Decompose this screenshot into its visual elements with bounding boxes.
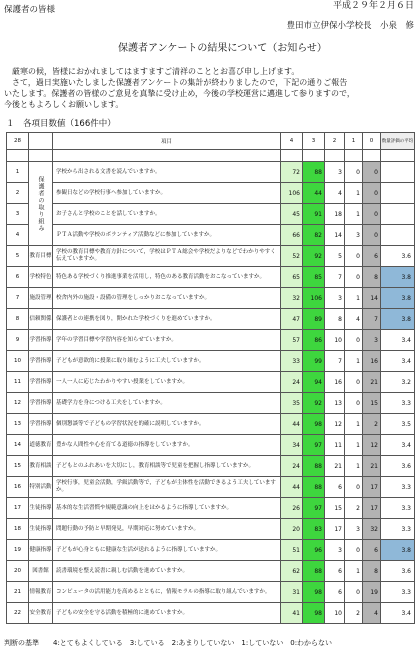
count-3: 96 <box>303 540 325 561</box>
count-2: 3 <box>325 162 345 183</box>
count-0: 15 <box>363 393 381 414</box>
count-1: 2 <box>345 498 363 519</box>
item-text: 特色ある学校づくり推進事業を活用し，特色のある教育活動をおこなっていますか。 <box>53 267 281 288</box>
count-3: 92 <box>303 246 325 267</box>
category-label: 学習指導 <box>29 372 53 393</box>
count-0: 7 <box>363 309 381 330</box>
count-1: 3 <box>345 519 363 540</box>
count-3: 82 <box>303 225 325 246</box>
count-2: 5 <box>325 246 345 267</box>
item-text: 個別懇談等で子どもの学習状況を的確に説明していますか。 <box>53 414 281 435</box>
category-label: 学習指導 <box>29 330 53 351</box>
table-row <box>7 435 415 456</box>
average-score: 3.3 <box>381 582 415 603</box>
item-text: 学校の教育目標や教育方針について，学校はＰＴＡ総会や学校だよりなどでわかりやすく伝えていますか。 <box>53 246 281 267</box>
count-0: 14 <box>363 288 381 309</box>
count-2: 14 <box>325 225 345 246</box>
table-row <box>7 582 415 603</box>
item-text: 一人一人に応じたわかりやすい授業をしていますか。 <box>53 372 281 393</box>
category-label: 教育目標 <box>29 246 53 267</box>
category-label: 教育相談 <box>29 456 53 477</box>
table-row <box>7 519 415 540</box>
count-4: 31 <box>281 582 303 603</box>
average-score: 3.8 <box>381 288 415 309</box>
count-4: 45 <box>281 204 303 225</box>
row-number: 1 <box>7 162 29 183</box>
item-text: 校舎内外の施設・設備の管理をしっかりおこなっていますか。 <box>53 288 281 309</box>
item-header: 項目 <box>53 133 281 150</box>
row-number: 18 <box>7 519 29 540</box>
count-4: 24 <box>281 456 303 477</box>
count-4: 47 <box>281 309 303 330</box>
item-text: 保護者との連携を図り，開かれた学校づくりを進めていますか。 <box>53 309 281 330</box>
item-text: コンピュータの活用能力を高めるとともに，情報モラルの指導に取り組んでいますか。 <box>53 582 281 603</box>
count-4: 62 <box>281 561 303 582</box>
table-row <box>7 267 415 288</box>
average-score: 3.6 <box>381 561 415 582</box>
row-number: 13 <box>7 414 29 435</box>
intro-line: 今後ともよろしくお願いします。 <box>4 100 124 109</box>
count-2: 21 <box>325 456 345 477</box>
row-number: 12 <box>7 393 29 414</box>
count-4: 72 <box>281 162 303 183</box>
count-4: 65 <box>281 267 303 288</box>
count-0: 21 <box>363 372 381 393</box>
row-number: 16 <box>7 477 29 498</box>
table-row <box>7 477 415 498</box>
count-1: 1 <box>345 561 363 582</box>
category-label: 学習指導 <box>29 393 53 414</box>
count-3: 94 <box>303 372 325 393</box>
table-row <box>7 351 415 372</box>
item-text: 学年の学習目標や学習内容を知らせていますか。 <box>53 330 281 351</box>
total-count: 28 <box>7 133 29 150</box>
count-2: 13 <box>325 393 345 414</box>
table-row <box>7 498 415 519</box>
item-text: 学校行事，児童会活動，学級活動等で，子どもが主体性を活動できるよう工夫していますか。 <box>53 477 281 498</box>
category-label: 特別活動 <box>29 477 53 498</box>
category-label: 信頼関係 <box>29 309 53 330</box>
category-block <box>29 162 53 246</box>
row-number: 15 <box>7 456 29 477</box>
count-0: 6 <box>363 540 381 561</box>
category-label: 情報教育 <box>29 582 53 603</box>
date: 平成２９年２月６日 <box>332 1 414 11</box>
item-text: お子さんと学校のことを話していますか。 <box>53 204 281 225</box>
average-score: 3.5 <box>381 414 415 435</box>
intro-text <box>4 66 416 110</box>
row-number: 7 <box>7 288 29 309</box>
category-label: 学校特色 <box>29 267 53 288</box>
count-2: 18 <box>325 204 345 225</box>
count-1: 1 <box>345 288 363 309</box>
count-0: 12 <box>363 435 381 456</box>
count-2: 3 <box>325 540 345 561</box>
category-label: 生徒指導 <box>29 519 53 540</box>
count-4: 57 <box>281 330 303 351</box>
count-1: 0 <box>345 267 363 288</box>
count-1: 2 <box>345 603 363 624</box>
average-score: 3.8 <box>381 540 415 561</box>
row-number: 11 <box>7 372 29 393</box>
table-row <box>7 561 415 582</box>
count-0: 3 <box>363 330 381 351</box>
category-header <box>29 133 53 150</box>
average-score: 3.3 <box>381 477 415 498</box>
count-2: 4 <box>325 183 345 204</box>
category-label: 施設管理 <box>29 288 53 309</box>
table-row <box>7 204 415 225</box>
average-score: 3.4 <box>381 351 415 372</box>
count-1: 1 <box>345 204 363 225</box>
count-1: 0 <box>345 162 363 183</box>
count-2: 7 <box>325 351 345 372</box>
row-number: 20 <box>7 561 29 582</box>
count-1: 0 <box>345 246 363 267</box>
count-1: 1 <box>345 183 363 204</box>
count-1: 4 <box>345 309 363 330</box>
average-score: 3.3 <box>381 393 415 414</box>
count-3: 98 <box>303 582 325 603</box>
average-score: 3.6 <box>381 246 415 267</box>
average-score: 3.6 <box>381 456 415 477</box>
count-2: 6 <box>325 582 345 603</box>
section-title: １ 各項目数値（166件中） <box>6 119 116 129</box>
count-3: 86 <box>303 330 325 351</box>
row-number: 8 <box>7 309 29 330</box>
count-row <box>7 150 415 162</box>
table-row <box>7 330 415 351</box>
count-4: 66 <box>281 225 303 246</box>
item-text: 参観日などの学校行事へ参加していますか。 <box>53 183 281 204</box>
count-2: 10 <box>325 603 345 624</box>
count-0: 6 <box>363 246 381 267</box>
count-3: 88 <box>303 561 325 582</box>
document-title: 保護者アンケートの結果について（お知らせ） <box>118 43 327 54</box>
count-0: 0 <box>363 204 381 225</box>
count-4: 34 <box>281 435 303 456</box>
category-label: 健康指導 <box>29 540 53 561</box>
count-0: 4 <box>363 603 381 624</box>
count-0: 32 <box>363 519 381 540</box>
intro-line: さて，過日実施いたしました保護者アンケートの集計が終わりましたので，下記の通りご報告 <box>4 78 348 87</box>
addressee: 保護者の皆様 <box>4 5 56 15</box>
count-1: 1 <box>345 414 363 435</box>
table-row <box>7 393 415 414</box>
count-0: 0 <box>363 183 381 204</box>
table-row <box>7 540 415 561</box>
count-1: 3 <box>345 225 363 246</box>
count-1: 1 <box>345 351 363 372</box>
count-3: 97 <box>303 498 325 519</box>
count-4: 26 <box>281 498 303 519</box>
item-text: 子どもとのふれあいを大切にし，教育相談等で児童を把握し指導していますか。 <box>53 456 281 477</box>
count-3: 44 <box>303 183 325 204</box>
count-3: 85 <box>303 267 325 288</box>
count-0: 21 <box>363 456 381 477</box>
count-2: 10 <box>325 330 345 351</box>
count-1: 0 <box>345 540 363 561</box>
row-number: 17 <box>7 498 29 519</box>
table-row <box>7 225 415 246</box>
count-4: 35 <box>281 393 303 414</box>
count-2: 3 <box>325 288 345 309</box>
count-4: 106 <box>281 183 303 204</box>
item-text: 基本的な生活習慣や規範意識の向上をはかるように指導していますか。 <box>53 498 281 519</box>
average-score: 3.4 <box>381 435 415 456</box>
item-text: 読書環境を整え読書に親しむ活動を進めていますか。 <box>53 561 281 582</box>
col-4-header: 4 <box>281 133 303 150</box>
average-score: 3.4 <box>381 330 415 351</box>
count-3: 88 <box>303 162 325 183</box>
count-2: 16 <box>325 372 345 393</box>
average-score: 3.2 <box>381 372 415 393</box>
count-0: 8 <box>363 561 381 582</box>
average-score: 3.3 <box>381 498 415 519</box>
count-0: 0 <box>363 225 381 246</box>
category-label: 安全教育 <box>29 603 53 624</box>
item-text: 子どもが心身ともに健康な生活が送れるように指導していますか。 <box>53 540 281 561</box>
block-label: 保護者の取り組み <box>37 175 44 232</box>
count-4: 33 <box>281 351 303 372</box>
col-3-header: 3 <box>303 133 325 150</box>
count-2: 6 <box>325 561 345 582</box>
intro-line: 厳寒の候，皆様におかれましてはますますご清祥のこととお喜び申し上げます。 <box>4 67 300 76</box>
row-number: 9 <box>7 330 29 351</box>
col-0-header: 0 <box>363 133 381 150</box>
count-0: 17 <box>363 477 381 498</box>
col-1-header: 1 <box>345 133 363 150</box>
average-score: 3.8 <box>381 267 415 288</box>
count-1: 0 <box>345 393 363 414</box>
count-1: 0 <box>345 372 363 393</box>
intro-line: いたします。保護者の皆様のご意見を真摯に受け止め，今後の学校運営に邁進して参りますので， <box>4 89 355 98</box>
count-0: 2 <box>363 414 381 435</box>
count-0: 16 <box>363 351 381 372</box>
average-score <box>381 183 415 204</box>
count-1: 0 <box>345 477 363 498</box>
item-text: 学校から出される文書を読んでいますか。 <box>53 162 281 183</box>
row-number: 5 <box>7 246 29 267</box>
count-4: 52 <box>281 246 303 267</box>
col-2-header: 2 <box>325 133 345 150</box>
count-0: 8 <box>363 267 381 288</box>
category-label: 学習指導 <box>29 414 53 435</box>
item-text: 子どもが意欲的に授業に取り組むように工夫していますか。 <box>53 351 281 372</box>
count-4: 32 <box>281 288 303 309</box>
row-number: 22 <box>7 603 29 624</box>
count-3: 89 <box>303 309 325 330</box>
count-1: 0 <box>345 330 363 351</box>
count-4: 44 <box>281 477 303 498</box>
sender: 豊田市立伊保小学校長 小泉 修 <box>286 21 414 31</box>
count-3: 99 <box>303 351 325 372</box>
count-2: 7 <box>325 267 345 288</box>
table-row <box>7 183 415 204</box>
category-label: 学習指導 <box>29 351 53 372</box>
count-3: 91 <box>303 204 325 225</box>
count-3: 88 <box>303 456 325 477</box>
row-number: 6 <box>7 267 29 288</box>
count-4: 51 <box>281 540 303 561</box>
count-1: 1 <box>345 456 363 477</box>
table-row <box>7 456 415 477</box>
count-3: 88 <box>303 477 325 498</box>
average-score: 3.3 <box>381 519 415 540</box>
count-1: 1 <box>345 435 363 456</box>
average-score: 3.4 <box>381 603 415 624</box>
table-row <box>7 603 415 624</box>
count-3: 92 <box>303 393 325 414</box>
item-text: 基礎学力を身につける工夫をしていますか。 <box>53 393 281 414</box>
category-label: 生徒指導 <box>29 498 53 519</box>
table-row <box>7 246 415 267</box>
count-0: 19 <box>363 582 381 603</box>
count-2: 17 <box>325 519 345 540</box>
count-3: 98 <box>303 414 325 435</box>
row-number: 2 <box>7 183 29 204</box>
count-4: 20 <box>281 519 303 540</box>
average-score <box>381 204 415 225</box>
average-score: 3.8 <box>381 309 415 330</box>
count-2: 8 <box>325 309 345 330</box>
table-row <box>7 162 415 183</box>
item-text: 子どもの安全を守る活動を積極的に進めていますか。 <box>53 603 281 624</box>
count-3: 83 <box>303 519 325 540</box>
count-3: 98 <box>303 603 325 624</box>
count-2: 6 <box>325 477 345 498</box>
results-table <box>6 132 415 624</box>
table-row <box>7 372 415 393</box>
count-2: 11 <box>325 435 345 456</box>
table-row <box>7 414 415 435</box>
row-number: 14 <box>7 435 29 456</box>
average-score <box>381 225 415 246</box>
count-1: 0 <box>345 582 363 603</box>
item-text: 豊かな人間性や心を育てる道徳の指導をしていますか。 <box>53 435 281 456</box>
footer-legend: 判断の基準 4:とてもよくしている 3:している 2:あまりしていない 1:していない 0:わからない <box>4 639 333 647</box>
table-row <box>7 309 415 330</box>
table-row <box>7 288 415 309</box>
count-2: 12 <box>325 414 345 435</box>
count-0: 0 <box>363 162 381 183</box>
count-4: 44 <box>281 414 303 435</box>
score-header: 数量評価の平均 <box>381 133 415 150</box>
category-label: 図書館 <box>29 561 53 582</box>
row-number: 21 <box>7 582 29 603</box>
category-label: 道徳教育 <box>29 435 53 456</box>
count-3: 97 <box>303 435 325 456</box>
count-3: 106 <box>303 288 325 309</box>
item-text: 問題行動の予防と早期発見，早期対応に努めていますか。 <box>53 519 281 540</box>
count-0: 17 <box>363 498 381 519</box>
row-number: 10 <box>7 351 29 372</box>
count-4: 24 <box>281 372 303 393</box>
count-4: 41 <box>281 603 303 624</box>
row-number: 4 <box>7 225 29 246</box>
row-number: 3 <box>7 204 29 225</box>
table-header-row <box>7 133 415 150</box>
average-score <box>381 162 415 183</box>
count-2: 15 <box>325 498 345 519</box>
item-text: ＰＴＡ活動や学校のボランティア活動などに参加していますか。 <box>53 225 281 246</box>
row-number: 19 <box>7 540 29 561</box>
